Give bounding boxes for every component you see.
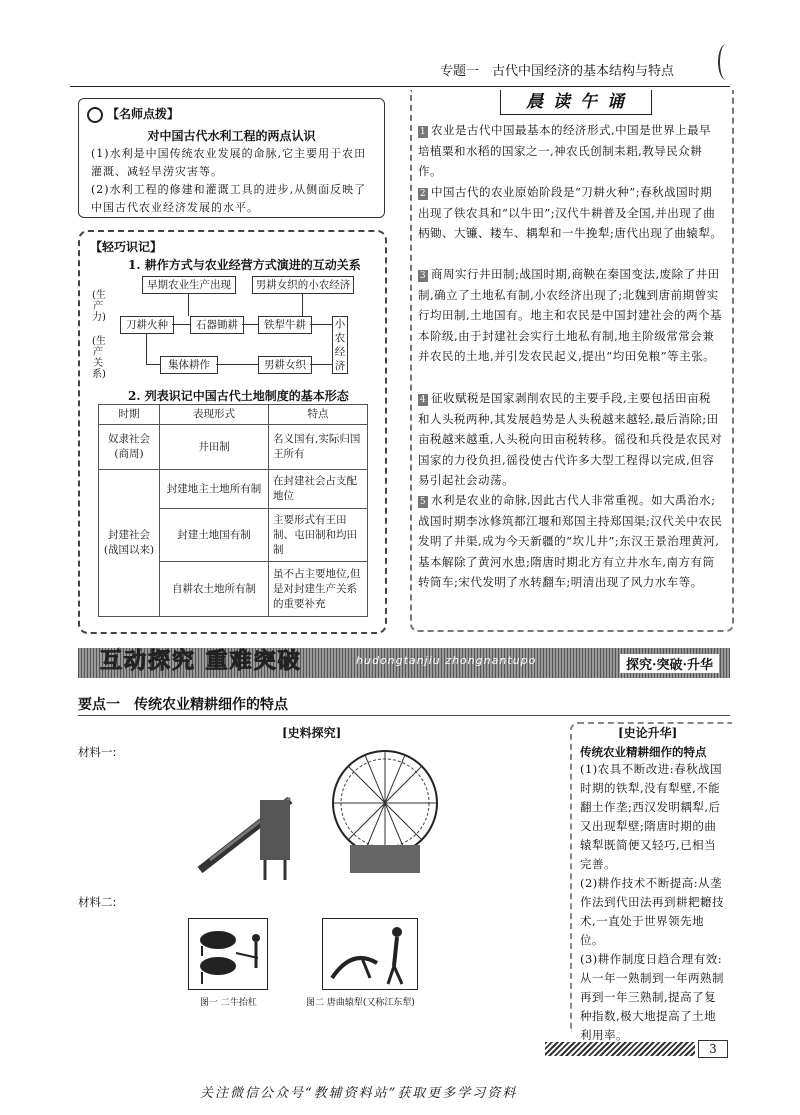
theory-label: [史论升华] [618,726,678,740]
table-cell: 封建土地国有制 [160,509,269,562]
table-cell: 自耕农土地所有制 [160,562,269,617]
banner-title: 互动探究 重难突破 [100,649,302,674]
master-tip-tag: 【名师点拨】 [87,105,179,123]
table-header: 特点 [269,405,368,425]
memory-tag: 【轻巧识记】 [90,240,163,254]
magnifier-icon [87,107,103,123]
morning-reading-title: 晨 读 午 诵 [500,90,652,115]
morning-item-5: 5 水利是农业的命脉,因此古代人非常重视。如大禹治水;战国时期李冰修筑都江堰和郑国主持郑国渠;汉代关中农民发明了井渠,成为今天新疆的“坎儿井”;东汉王景治理黄河,基本解除了黄河水患;隋唐时期北方有立井水车,南方有筒转筒车;宋代发明了水转翻车;明清出现了风力水车等。 [418,493,723,589]
table-row [99,470,368,509]
flow-box-collective-farming: 集体耕作 [160,356,218,374]
table-cell: 主要形式有王田制、屯田制和均田制 [269,509,368,562]
table-cell: 奴隶社会(商周) [99,425,160,470]
flow-connector [146,364,160,365]
flow-connector [188,293,189,316]
flow-connector [146,333,147,364]
table-header: 时期 [99,405,160,425]
morning-item-2: 2 中国古代的农业原始阶段是“刀耕火种”;春秋战国时期出现了铁农具和“以牛田”;汉代牛耕普及全国,并出现了曲柄锄、大镰、耧车、耦犁和一牛挽犁;唐代出现了曲辕犁。 [418,185,723,240]
table-cell: 井田制 [160,425,269,470]
flow-arrow [216,364,258,365]
flow-box-stone-hoe: 石器锄耕 [190,316,244,334]
morning-item-3: 3 商周实行井田制;战国时期,商鞅在秦国变法,废除了井田制,确立了土地私有制,小农经济出现了;北魏到唐前期曾实行均田制,土地国有。地主和农民是中国封建社会的两个基本阶级,由于封建社会实行土地私有制,地主阶级常常会兼并农民的土地,并引发农民起义,提出“均田免粮”等主张。 [418,267,723,363]
header-rule [70,86,730,87]
theory-point-1: (1)农具不断改进:春秋战国时期的铁犁,没有犁壁,不能翻土作垄;西汉发明耦犁,后又出现犁壁;隋唐时期的曲辕犁既简便又轻巧,已相当完善。 [580,762,723,871]
memory-subtitle-2: 2. 列表识记中国古代土地制度的基本形态 [128,389,349,403]
flow-box-iron-plough: 铁犁牛耕 [258,316,312,334]
flow-box-slash-burn: 刀耕火种 [120,316,174,334]
key-point-title: 要点一 传统农业精耕细作的特点 [78,697,288,713]
table-cell: 在封建社会占支配地位 [269,470,368,509]
footer-notice: 关注微信公众号“教辅资料站”获取更多学习资料 [200,1086,518,1101]
material-2-label: 材料二: [78,895,117,909]
source-explore-label: [史料探究] [282,726,342,740]
flow-connector [302,293,303,316]
flow-box-men-women-work: 男耕女织 [258,356,312,374]
banner-tagline: 探究·突破·升华 [620,654,719,673]
flow-arrow [172,324,190,325]
memory-subtitle-1: 1. 耕作方式与农业经营方式演进的互动关系 [128,258,361,272]
flow-box-small-peasant-vertical: 小农经济 [332,316,348,374]
relations-label: (生产关系) [92,336,106,380]
table-cell: 虽不占主要地位,但是对封建生产关系的重要补充 [269,562,368,617]
flow-arrow [310,324,332,325]
water-wheel-image [325,745,445,875]
theory-title: 传统农业精耕细作的特点 [580,745,707,759]
banner-pinyin: hudongtanjiu zhongnantupo [356,654,537,667]
table-cell: 封建地主土地所有制 [160,470,269,509]
header-ornament [718,44,734,80]
figure-2-caption: 图二 唐曲辕犁(又称江东犁) [306,998,415,1008]
master-tip-point-2: (2)水利工程的修建和灌溉工具的进步,从侧面反映了中国古代农业经济发展的水平。 [91,183,367,214]
land-system-table [98,404,368,617]
master-tip-title: 对中国古代水利工程的两点认识 [147,129,316,143]
table-cell: 名义国有,实际归国王所有 [269,425,368,470]
irrigation-device-image [190,780,310,880]
productivity-label: (生产力) [92,290,106,323]
page-number: 3 [698,1040,728,1058]
table-row [99,425,368,470]
morning-item-1: 1 农业是古代中国最基本的经济形式,中国是世界上最早培植粟和水稻的国家之一,神农氏创制耒耜,教导民众耕作。 [418,123,712,178]
table-header: 表现形式 [160,405,269,425]
theory-point-3: (3)耕作制度日趋合理有效:从一年一熟制到一年两熟制再到一年三熟制,提高了复种指数,极大地提高了土地利用率。 [580,952,724,1042]
section-rule [78,715,730,716]
figure-1-caption: 图一 二牛抬杠 [200,998,257,1008]
theory-body [580,760,728,1045]
two-oxen-ploughing-image [188,918,268,990]
theory-point-2: (2)耕作技术不断提高:从垄作法到代田法再到耕耙耱技术,一直处于世界领先地位。 [580,876,724,947]
flow-box-early-agriculture: 早期农业生产出现 [142,276,236,294]
morning-item-4: 4 征收赋税是国家剥削农民的主要手段,主要包括田亩税和人头税两种,其发展趋势是人头税越来越轻,最后消除;田亩税越来越重,人头税向田亩税转移。徭役和兵役是农民对国家的力役负担,徭役使古代许多大型工程得以完成,但容易引起社会动荡。 [418,391,723,487]
flow-arrow [242,324,258,325]
curved-plough-image [322,918,418,990]
flow-box-small-peasant-economy: 男耕女织的小农经济 [252,276,354,294]
flow-arrow [310,364,332,365]
master-tip-box [78,98,385,218]
material-1-label: 材料一: [78,745,117,759]
running-header: 专题一 古代中国经济的基本结构与特点 [440,64,675,79]
footer-stripe [545,1042,695,1056]
table-cell: 封建社会(战国以来) [99,470,160,617]
master-tip-point-1: (1)水利是中国传统农业发展的命脉,它主要用于农田灌溉、减轻旱涝灾害等。 [91,147,367,178]
table-header-row [99,405,368,425]
